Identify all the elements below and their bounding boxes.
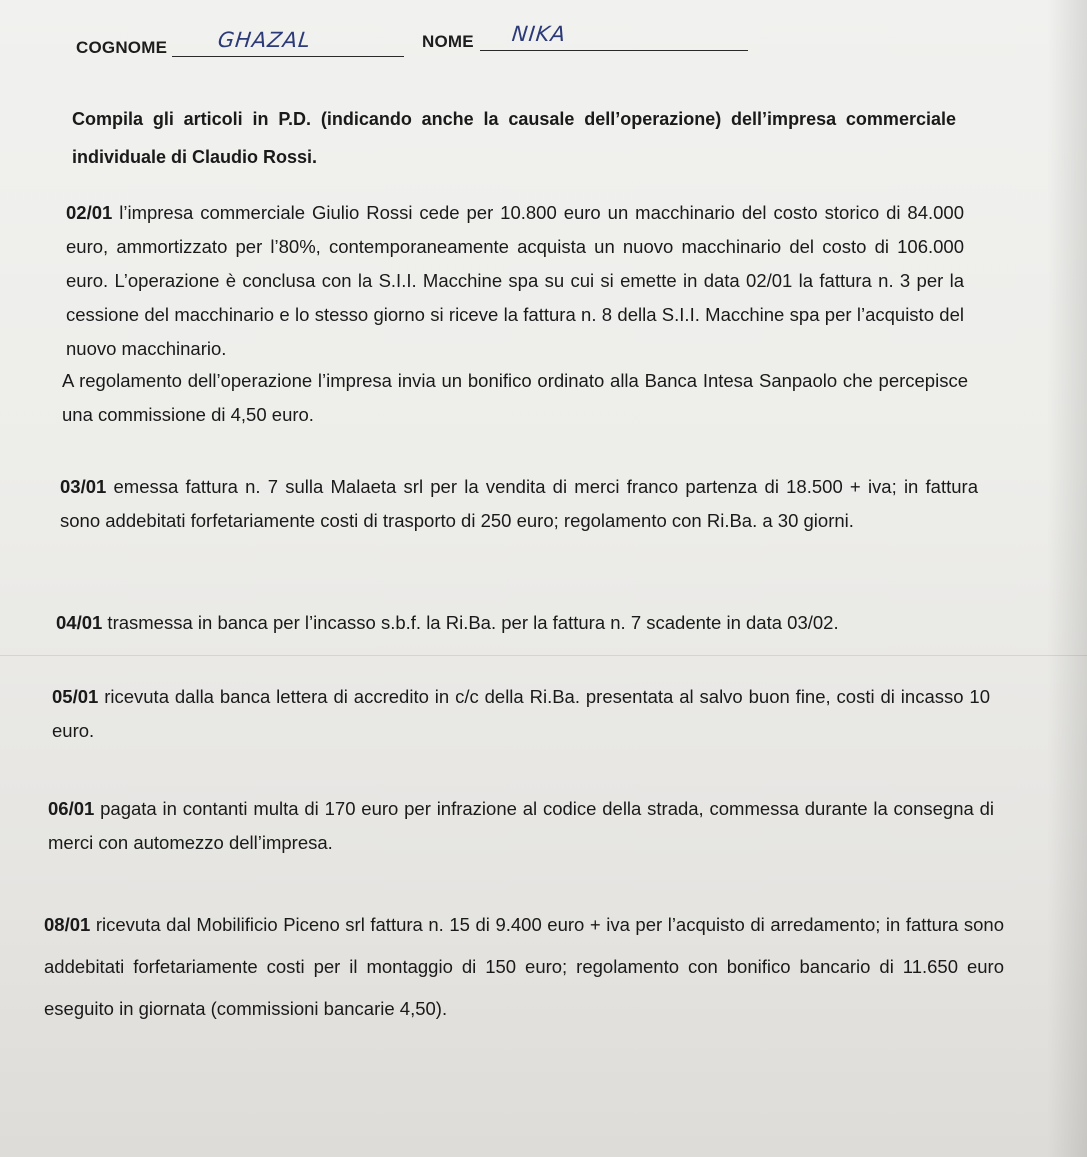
- entry-date: 08/01: [44, 914, 91, 935]
- entry-0201: [66, 196, 964, 366]
- entry-date: 05/01: [52, 686, 99, 707]
- entry-0301: [60, 470, 978, 538]
- cognome-line: [172, 56, 404, 57]
- nome-label: NOME: [422, 32, 474, 51]
- cognome-handwritten: GHAZAL: [216, 28, 313, 52]
- entry-date: 04/01: [56, 612, 103, 633]
- entry-text: pagata in contanti multa di 170 euro per infrazione al codice della strada, commessa durante la consegna di merci con automezzo dell’impresa.: [48, 798, 994, 853]
- entry-date: 03/01: [60, 476, 107, 497]
- entry-0801: [44, 904, 1004, 1030]
- entry-0201-continuation: [62, 364, 968, 432]
- entry-text: ricevuta dalla banca lettera di accredito in c/c della Ri.Ba. presentata al salvo buon fine, costi di incasso 10 euro.: [52, 686, 990, 741]
- entry-text: A regolamento dell’operazione l’impresa invia un bonifico ordinato alla Banca Intesa Sanpaolo che percepisce una commissione di 4,50 euro.: [62, 370, 968, 425]
- entry-0601: [48, 792, 994, 860]
- entry-date: 02/01: [66, 202, 113, 223]
- entry-date: 06/01: [48, 798, 95, 819]
- cognome-label: COGNOME: [76, 38, 168, 57]
- exercise-instructions: Compila gli articoli in P.D. (indicando anche la causale dell’operazione) dell’impresa commerciale individuale di Claudio Rossi.: [72, 109, 956, 167]
- student-header: [76, 22, 776, 58]
- entry-0401: [56, 606, 984, 640]
- nome-handwritten: NIKA: [510, 22, 568, 46]
- nome-line: [480, 50, 748, 51]
- entry-text: emessa fattura n. 7 sulla Malaeta srl per la vendita di merci franco partenza di 18.500 + iva; in fattura sono addebitati forfetariamente costi di trasporto di 250 euro; regolamento con Ri.Ba. a 30 giorni.: [60, 476, 978, 531]
- entry-text: trasmessa in banca per l’incasso s.b.f. la Ri.Ba. per la fattura n. 7 scadente in data 03/02.: [102, 612, 839, 633]
- entry-0501: [52, 680, 990, 748]
- entry-text: ricevuta dal Mobilificio Piceno srl fattura n. 15 di 9.400 euro + iva per l’acquisto di arredamento; in fattura sono addebitati forfetariamente costi per il montaggio di 150 euro; regolamento con bonifico bancario di 11.650 euro eseguito in giornata (commissioni bancarie 4,50).: [44, 914, 1004, 1019]
- entry-text: l’impresa commerciale Giulio Rossi cede per 10.800 euro un macchinario del costo storico di 84.000 euro, ammortizzato per l’80%, contemporaneamente acquista un nuovo macchinario del costo di 106.000 euro. L’operazione è conclusa con la S.I.I. Macchine spa su cui si emette in data 02/01 la fattura n. 3 per la cessione del macchinario e lo stesso giorno si riceve la fattura n. 8 della S.I.I. Macchine spa per l’acquisto del nuovo macchinario.: [66, 202, 964, 359]
